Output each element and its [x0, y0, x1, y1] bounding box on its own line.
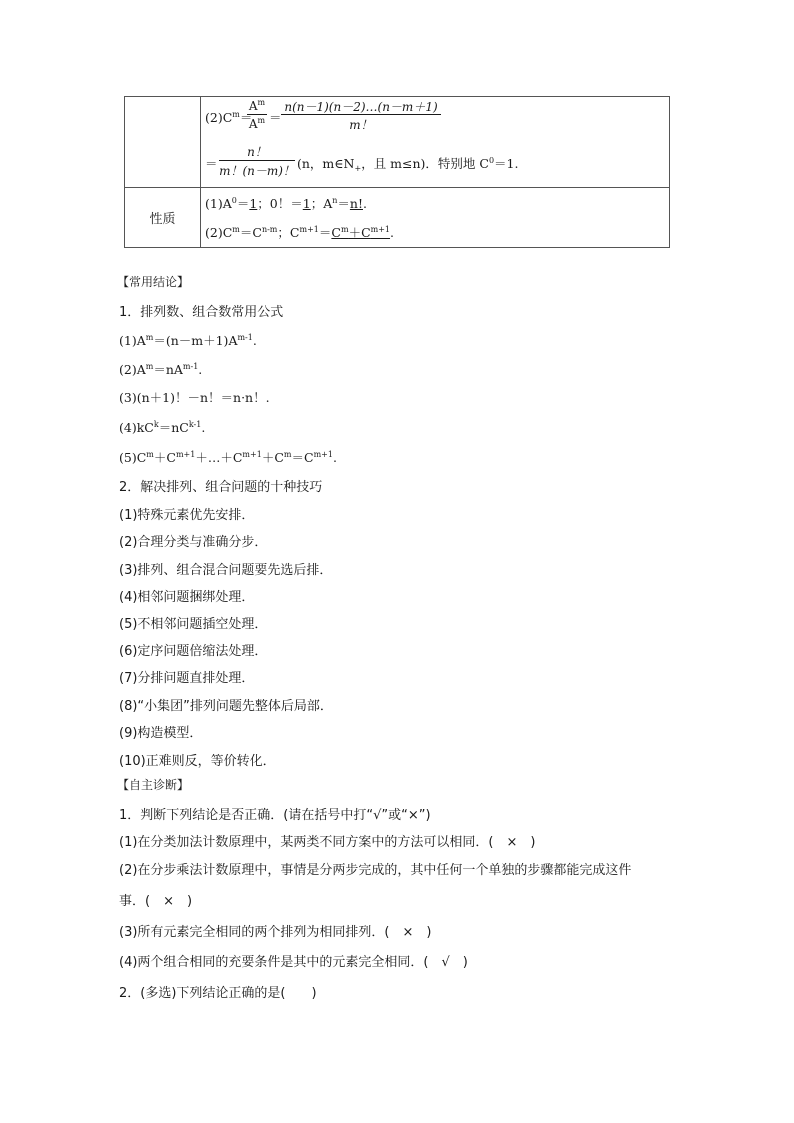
technique-item: (3)排列、组合混合问题要先选后排．: [119, 563, 333, 578]
formula-5: $(5)C^m+C^{m+1}+\dots+C^{m+1}+C^m=C^{m+1}$.: [119, 450, 337, 465]
technique-item: (7)分排问题直排处理．: [119, 671, 255, 686]
combination-formula-lhs: $(2)C^m=$: [205, 110, 253, 125]
fraction-1-denominator: $A^m$: [248, 116, 266, 131]
property-1: $(1)A^0=1$；0！＝1；$A^n=n$!.: [205, 196, 367, 211]
technique-item: (2)合理分类与准确分步．: [119, 535, 268, 550]
property-2: $(2)C^m=C^{n-m}$；$C^{m+1}=C^m+C^{m+1}$.: [205, 225, 395, 240]
technique-item: (1)特殊元素优先安排．: [119, 508, 255, 523]
technique-item: (6)定序问题倍缩法处理．: [119, 644, 268, 659]
fraction-2-denominator: m！: [349, 118, 373, 132]
combination-condition-text: (n，$m\in N_+$，且 m≤n)．特别地 $C^0=1$.: [297, 156, 519, 173]
judgment-2-line-2: 事．( × ): [119, 894, 193, 909]
technique-item: (10)正难则反，等价转化．: [119, 754, 276, 769]
technique-item: (8)“小集团”排列问题先整体后局部．: [119, 699, 333, 714]
question-1: 1．判断下列结论是否正确．(请在括号中打“√”或“×”): [119, 808, 431, 823]
equals-sign: ＝: [269, 110, 282, 125]
formula-table: [124, 96, 670, 248]
fraction-2-numerator: n(n－1)(n－2)…(n－m＋1): [284, 100, 438, 114]
judgment-4: (4)两个组合相同的充要条件是其中的元素完全相同．( √ ): [119, 955, 468, 970]
fraction-3-denominator: m！(n－m)！: [219, 164, 295, 178]
equals-sign-line-2: ＝: [205, 156, 218, 171]
technique-item: (4)相邻问题捆绑处理．: [119, 590, 255, 605]
fraction-1-numerator: $A^m$: [248, 98, 266, 113]
formula-4: $(4)kC^k=nC^{k-1}$.: [119, 420, 206, 435]
common-conclusions-heading: 【常用结论】: [117, 275, 190, 289]
self-diagnosis-heading: 【自主诊断】: [117, 778, 190, 792]
question-2: 2．(多选)下列结论正确的是( ): [119, 986, 317, 1001]
formulas-title: 1．排列数、组合数常用公式: [119, 305, 284, 320]
technique-item: (9)构造模型．: [119, 726, 203, 741]
technique-item: (5)不相邻问题插空处理．: [119, 617, 268, 632]
table-column-divider: [200, 97, 201, 247]
table-row-divider: [125, 187, 669, 188]
judgment-2-line-1: (2)在分步乘法计数原理中，事情是分两步完成的，其中任何一个单独的步骤都能完成这件: [119, 863, 632, 878]
fraction-1-bar: [247, 114, 267, 115]
formula-3: (3)(n＋1)！－n！＝n·n！.: [119, 390, 270, 405]
techniques-title: 2．解决排列、组合问题的十种技巧: [119, 480, 323, 495]
formula-1: $(1)A^m=(n-m+1)A^{m-1}$.: [119, 333, 257, 348]
properties-label: 性质: [149, 212, 176, 227]
fraction-3-numerator: n！: [247, 145, 267, 159]
fraction-3-bar: [219, 160, 295, 161]
judgment-1: (1)在分类加法计数原理中，某两类不同方案中的方法可以相同．( × ): [119, 835, 536, 850]
formula-2: $(2)A^m=nA^{m-1}$.: [119, 362, 203, 377]
fraction-2-bar: [281, 114, 441, 115]
judgment-3: (3)所有元素完全相同的两个排列为相同排列．( × ): [119, 925, 432, 940]
